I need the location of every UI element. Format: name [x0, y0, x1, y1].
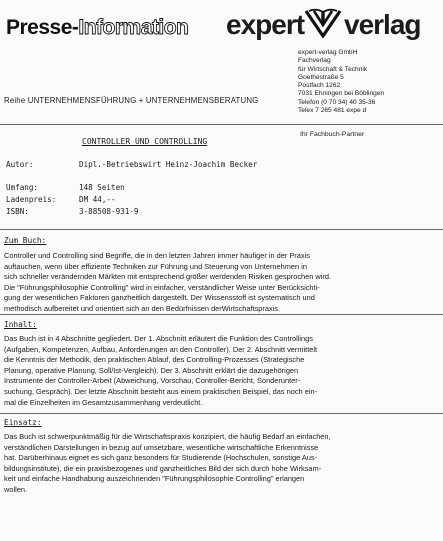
text-line: mal die Einzelheiten im Gesamtzusammenhang verdeutlicht. — [4, 397, 203, 407]
title-bold-part: Presse- — [6, 16, 79, 39]
price-row — [6, 195, 116, 204]
book-title: CONTROLLER UND CONTROLLING — [82, 137, 208, 146]
price-label: Ladenpreis: — [6, 195, 57, 204]
author-row — [6, 160, 257, 169]
address-line: 7031 Ehningen bei Böblingen — [298, 90, 385, 98]
partner-tagline: Ihr Fachbuch-Partner — [300, 131, 365, 138]
text-line: Planung, operative Planung, Soll/Ist-Vergleich). Der 3. Abschnitt erklärt die dazugehörigen — [4, 365, 299, 375]
text-line: sich schneller verändernden Märkten mit entsprechend größer werdenden Risiken gesprochen wird. — [4, 272, 331, 282]
address-line: Telex 7 265 481 expe d — [298, 107, 367, 115]
address-line: Postfach 1262 — [298, 82, 341, 90]
publisher-logo-icon — [304, 8, 342, 38]
pages-row — [6, 183, 125, 192]
text-line: wollen. — [4, 484, 28, 494]
price-value: DM 44,-- — [79, 195, 116, 204]
address-line: expert-verlag GmbH — [298, 49, 358, 56]
text-line: Instrumente der Controller-Arbeit (Abweichung, Vorschau, Controller-Bericht, Sonderunter- — [4, 376, 301, 386]
publisher-address-block — [298, 49, 384, 115]
text-line: Controller und Controlling sind Begriffe, die in den letzten Jahren immer häufiger in der Praxis — [4, 251, 310, 260]
text-line: Das Buch ist schwerpunktmäßig für die Wirtschaftspraxis konzipiert, die häufig Bedarf an einfachen, — [4, 432, 331, 441]
text-line: suchung, Gespräch). Der letzte Abschnitt besteht aus einem praktischen Beispiel, das noch ein- — [4, 386, 318, 396]
press-info-title — [6, 16, 188, 40]
divider — [0, 413, 443, 414]
text-line: verständlichen Darstellungen in bezug auf umsetzbare, wesentliche wirtschaftliche Erkenntnisse — [4, 442, 319, 452]
address-line: Goethestraße 5 — [298, 73, 344, 81]
text-line: Die "Führungsphilosophie Controlling" wird in einfacher, verständlicher Weise unter Berücksichti- — [4, 282, 320, 292]
pages-label: Umfang: — [6, 183, 39, 192]
divider — [0, 124, 443, 125]
section-body-einsatz — [4, 432, 440, 496]
address-line: Telefon (0 70 34) 40 35-36 — [298, 98, 376, 106]
text-line: gung der wesentlichen Faktoren ganzheitlich dargestellt. Der Wissensstoff ist systematisch und — [4, 293, 315, 303]
text-line: keit und einfache Handhabung auszeichnenden "Führungsphilosophie Controlling" erlangen — [4, 474, 305, 484]
brand-name-left: expert — [226, 9, 305, 40]
text-line: Das Buch ist in 4 Abschnitte gegliedert. Der 1. Abschnitt erläutert die Funktion des Controllings — [4, 334, 313, 343]
isbn-label: ISBN: — [6, 207, 29, 216]
text-line: methodisch aufbereitet und orientiert sich an den Bedürfnissen derWirtschaftspraxis. — [4, 303, 281, 313]
brand-name-right: verlag — [344, 9, 421, 40]
section-body-zum-buch — [4, 251, 440, 315]
divider — [0, 229, 443, 230]
section-body-inhalt — [4, 334, 440, 408]
text-line: auftauchen, wenn über effiziente Techniken zur Führung und Steuerung von Unternehmen in — [4, 261, 307, 271]
text-line: (Aufgaben, Kompetenzen, Aufbau, Anforderungen an den Controller). Der 2. Abschnitt vermittelt — [4, 344, 318, 354]
series-line: Reihe UNTERNEHMENSFÜHRUNG + UNTERNEHMENSBERATUNG — [4, 96, 259, 105]
section-heading-zum-buch: Zum Buch: — [4, 236, 47, 245]
isbn-value: 3-88508-931-9 — [79, 207, 139, 216]
pages-value: 148 Seiten — [79, 183, 125, 192]
author-value: Dipl.-Betriebswirt Heinz-Joachim Becker — [79, 160, 258, 169]
title-outline-part: Information — [78, 16, 189, 39]
author-label: Autor: — [6, 160, 34, 169]
address-line: für Wirtschaft & Technik — [298, 65, 368, 73]
text-line: bildungsinstitute), die ein praxisbezogenes und ganzheitliches Bild der sich durch hohe Wirksam- — [4, 463, 322, 473]
section-heading-einsatz: Einsatz: — [4, 418, 42, 427]
divider — [0, 314, 443, 315]
isbn-row — [6, 207, 138, 216]
address-line: Fachverlag — [298, 57, 331, 65]
section-heading-inhalt: Inhalt: — [4, 320, 37, 329]
text-line: die Kenntnis der Methodik, den praktischen Ablauf, des Controlling-Prozesses (Strategische — [4, 355, 305, 365]
text-line: hat. Darüberhinaus eignet es sich ganz besonders für Studierende (Hochschulen, sonstige Aus- — [4, 453, 318, 463]
